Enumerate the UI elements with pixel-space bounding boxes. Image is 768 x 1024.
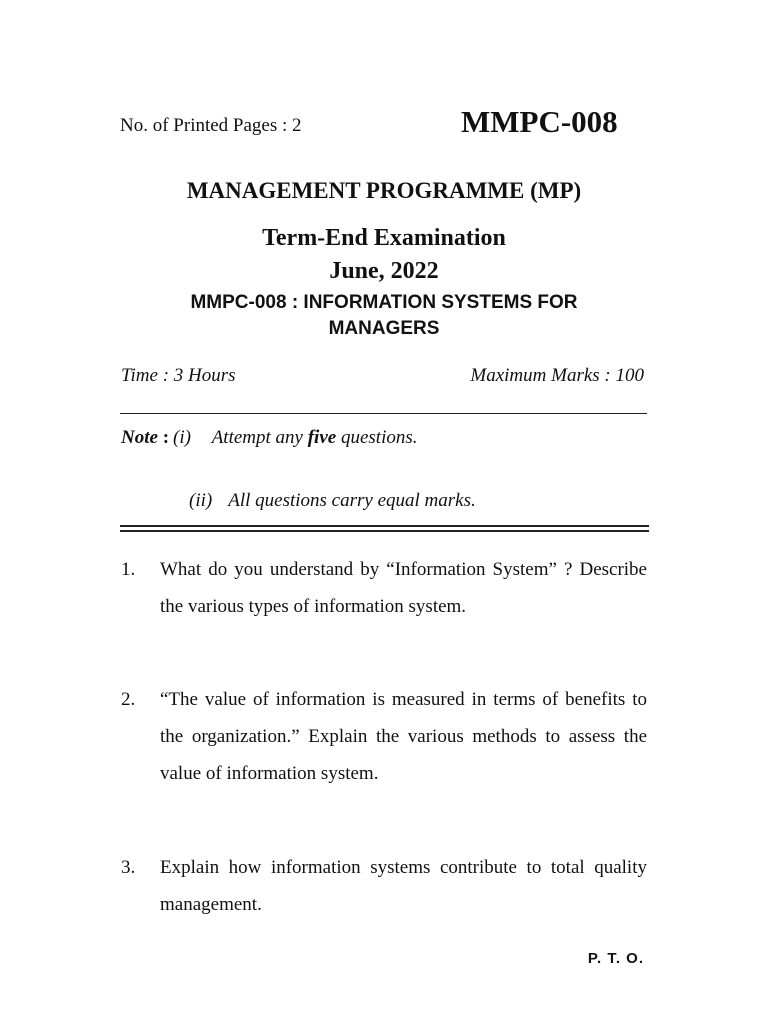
exam-session: June, 2022 bbox=[329, 258, 439, 284]
maximum-marks: Maximum Marks : 100 bbox=[470, 365, 644, 386]
note-item-2-number: (ii) bbox=[189, 490, 213, 511]
paper-code: MMPC-008 bbox=[461, 104, 618, 139]
question-3 bbox=[121, 849, 647, 923]
exam-title: Term-End Examination bbox=[262, 225, 506, 251]
note-item-2 bbox=[189, 490, 476, 512]
note-label: Note bbox=[121, 427, 158, 448]
question-2 bbox=[121, 681, 647, 792]
please-turn-over: P. T. O. bbox=[587, 950, 644, 967]
question-text: Explain how information systems contribute to total quality management. bbox=[160, 857, 647, 915]
note-colon: : bbox=[162, 427, 170, 448]
question-text: “The value of information is measured in terms of benefits to the organization.” Explain the various methods to assess the value of information system. bbox=[160, 689, 647, 784]
note-item-1-pre: Attempt any bbox=[211, 427, 303, 448]
double-divider-top bbox=[120, 525, 649, 527]
question-text: What do you understand by “Information System” ? Describe the various types of information system. bbox=[160, 559, 647, 617]
divider-line bbox=[120, 413, 647, 414]
note-item-1-emphasis: five bbox=[307, 427, 337, 448]
note-item-1-post: questions. bbox=[340, 427, 418, 448]
note-item-1-text bbox=[212, 427, 418, 448]
course-title bbox=[0, 290, 768, 342]
question-number: 1. bbox=[121, 559, 136, 580]
printed-pages-count: No. of Printed Pages : 2 bbox=[120, 115, 302, 136]
note-item-1-number: (i) bbox=[173, 427, 191, 448]
double-divider-bottom bbox=[120, 530, 649, 532]
note-item-2-text: All questions carry equal marks. bbox=[228, 490, 476, 511]
question-number: 3. bbox=[121, 857, 136, 878]
programme-title: MANAGEMENT PROGRAMME (MP) bbox=[186, 178, 582, 203]
course-title-line1: MMPC-008 : INFORMATION SYSTEMS FOR bbox=[190, 292, 578, 313]
question-1 bbox=[121, 551, 647, 625]
note-item-1 bbox=[121, 427, 418, 449]
time-allowed: Time : 3 Hours bbox=[121, 365, 236, 386]
question-number: 2. bbox=[121, 689, 136, 710]
course-title-line2: MANAGERS bbox=[328, 318, 440, 339]
